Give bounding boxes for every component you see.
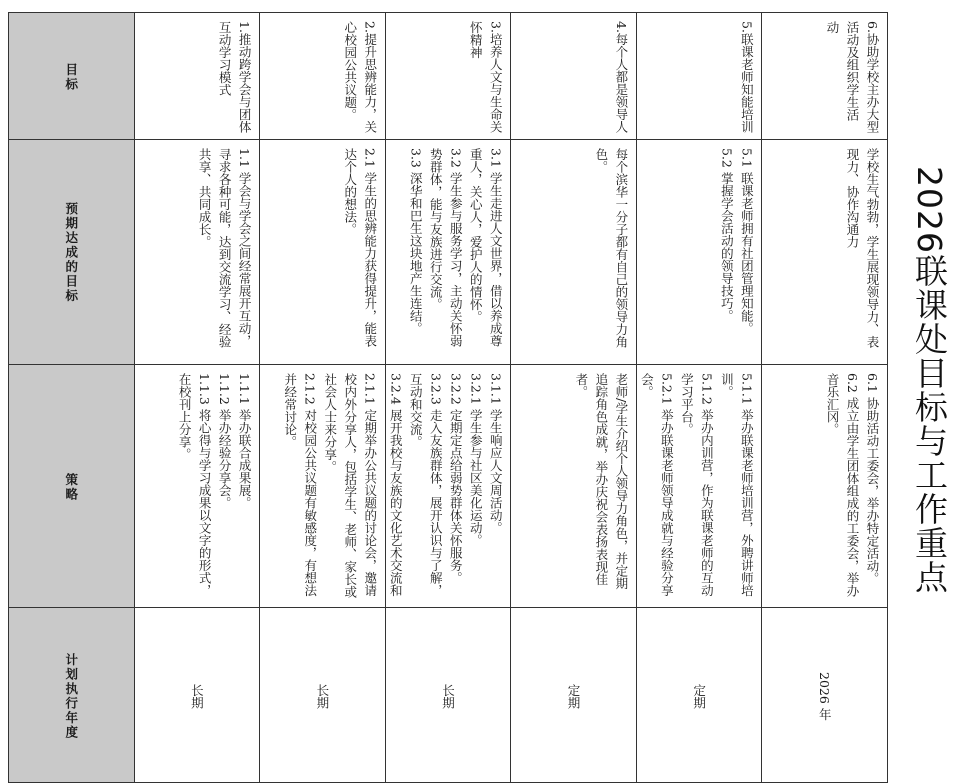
goals-table bbox=[8, 12, 888, 783]
expected-item: 3.1 学生走进人文世界，借以养成尊重人，关心人，爱护人的情怀。 bbox=[468, 148, 504, 347]
strategy-cell-6 bbox=[762, 365, 888, 608]
strategy-item: 6.1 协助活动工委会，举办特定活动。 bbox=[865, 373, 880, 585]
expected-item: 5.2 掌握学会活动的领导技巧。 bbox=[719, 148, 735, 322]
header-period: 计划执行年度 bbox=[9, 608, 135, 783]
header-expected: 预期达成的目标 bbox=[9, 140, 135, 365]
period-cell-3: 长期 bbox=[385, 608, 511, 783]
strategy-item: 1.1.1 举办联合成果展。 bbox=[237, 373, 253, 509]
expected-cell-1 bbox=[134, 140, 260, 365]
expected-cell-5 bbox=[636, 140, 762, 365]
strategy-item: 5.2.1 举办联课老师领导成就与经验分享会。 bbox=[639, 373, 675, 597]
period-cell-6: 2026 年 bbox=[762, 608, 888, 783]
goal-cell-5: 5.联课老师知能培训 bbox=[636, 13, 762, 140]
expected-item: 5.1 联课老师拥有社团管理知能。 bbox=[739, 148, 755, 335]
period-cell-4: 定期 bbox=[511, 608, 637, 783]
strategy-cell-4 bbox=[511, 365, 637, 608]
strategy-item: 老师/学生介绍个人领导力角色，并定期追踪角色成就，举办庆祝会表扬表现佳者。 bbox=[573, 373, 629, 590]
expected-item: 3.3 深华和巴生这块地产生连结。 bbox=[408, 148, 424, 335]
strategy-item: 3.2.2 定期定点给弱势群体关怀服务。 bbox=[448, 373, 464, 584]
period-cell-1: 长期 bbox=[134, 608, 260, 783]
strategy-item: 3.2.4 展开我校与友族的文化艺术交流和 bbox=[388, 373, 404, 597]
page-title: 2026联课处目标与工作重点 bbox=[910, 166, 949, 594]
expected-cell-3 bbox=[385, 140, 511, 365]
goal-cell-2: 2.提升思辨能力，关心校园公共议题。 bbox=[260, 13, 386, 140]
expected-item: 3.2 学生参与服务学习，主动关怀弱势群体，能与友族进行交流。 bbox=[428, 148, 464, 347]
strategy-cell-2 bbox=[260, 365, 386, 608]
expected-cell-4 bbox=[511, 140, 637, 365]
expected-item: 1.1 学会与学会之间经常展开互动，寻求各种可能，达到交流学习、经验共享、共同成长。 bbox=[197, 148, 253, 348]
expected-item: 每个滨华一分子都有自己的领导力角色。 bbox=[593, 148, 629, 348]
goal-cell-1: 1.推动跨学会与团体互动学习模式 bbox=[134, 13, 260, 140]
expected-item: 学校生气勃勃，学生展现领导力、表现力、协作沟通力 bbox=[845, 148, 880, 348]
goal-cell-4: 4.每个人都是领导人 bbox=[511, 13, 637, 140]
strategy-item: 1.1.3 将心得与学习成果以文字的形式，在校刊上分享。 bbox=[177, 373, 213, 597]
header-strategy: 策略 bbox=[9, 365, 135, 608]
header-goal: 目标 bbox=[9, 13, 135, 140]
strategy-item: 2.1.2 对校园公共议题有敏感度，有想法并经常讨论。 bbox=[282, 373, 318, 597]
strategy-cell-1 bbox=[134, 365, 260, 608]
period-cell-2: 长期 bbox=[260, 608, 386, 783]
strategy-item: 3.1.1 学生响应人文周活动。 bbox=[488, 373, 504, 534]
expected-item: 2.1 学生的思辨能力获得提升，能表达个人的想法。 bbox=[342, 148, 378, 347]
goal-cell-3: 3.培养人文与生命关怀精神 bbox=[385, 13, 511, 140]
strategy-item: 1.1.2 举办经验分享会。 bbox=[217, 373, 233, 509]
goal-cell-6: 6.协助学校主办大型活动及组织学生活动 bbox=[762, 13, 888, 140]
strategy-item: 5.1.1 举办联课老师培训营，外聘讲师培训。 bbox=[719, 373, 755, 597]
strategy-cell-5 bbox=[636, 365, 762, 608]
expected-cell-6 bbox=[762, 140, 888, 365]
strategy-item: 5.1.2 举办内训营，作为联课老师的互动学习平台。 bbox=[679, 373, 715, 597]
strategy-item: 3.2.1 学生参与社区美化运动。 bbox=[468, 373, 484, 547]
strategy-cell-3 bbox=[385, 365, 511, 608]
expected-cell-2 bbox=[260, 140, 386, 365]
strategy-item: 3.2.3 走入友族群体，展开认识与了解，互动和交流。 bbox=[408, 373, 444, 597]
period-cell-5: 定期 bbox=[636, 608, 762, 783]
strategy-item: 2.1.1 定期举办公共议题的讨论会，邀请校内外分享人，包括学生、老师、家长或社会人士来分享。 bbox=[322, 373, 378, 598]
strategy-item: 6.2 成立由学生团体组成的工委会，举办音乐汇冈。 bbox=[825, 373, 860, 597]
